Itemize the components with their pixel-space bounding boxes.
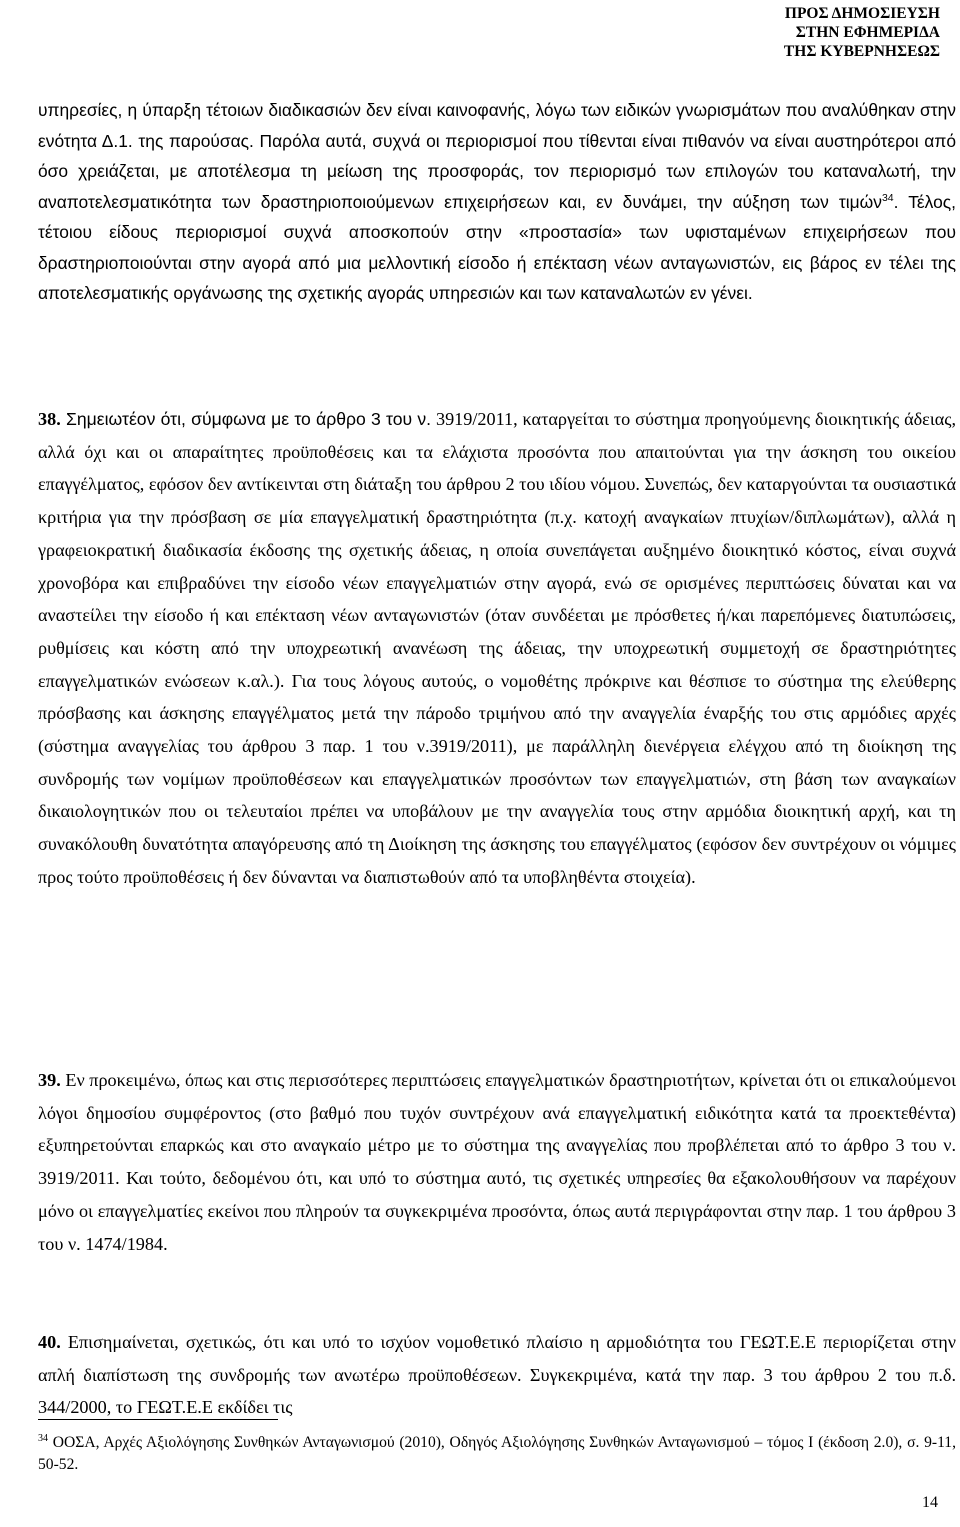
paragraph-text: Εν προκειμένω, όπως και στις περισσότερες περιπτώσεις επαγγελματικών δραστηριοτήτων, κρίνεται ότι οι επικαλούμενοι λόγοι δημοσίου συμφέροντος (στο βαθμό που τυχόν συντρέχουν ανά επαγγελματική ειδικότητα κατά τα προεκτεθέντα) εξυπηρετούνται επαρκώς και στο αναγκαίο μέτρο με το σύστημα της αναγγελίας που προβλέπεται από το άρθρο 3 του ν. 3919/2011. Και τούτο, δεδομένου ότι, και υπό το σύστημα αυτό, τις σχετικές υπηρεσίες θα εξακολουθήσουν να παρέχουν μόνο οι επαγγελματίες εκείνοι που πληρούν τα συγκεκριμένα προσόντα, όπως αυτά περιγράφονται στην παρ. 1 του άρθρου 3 του ν. 1474/1984. xyxy=(38,1070,956,1254)
paragraph-number: 38. xyxy=(38,409,61,429)
header-line-2: ΣΤΗΝ ΕΦΗΜΕΡΙΔΑ xyxy=(795,24,940,41)
paragraph-39 xyxy=(38,1064,956,1260)
footnote-number: 34 xyxy=(38,1433,48,1444)
intro-text-a: υπηρεσίες, η ύπαρξη τέτοιων διαδικασιών δεν είναι καινοφανής, λόγω των ειδικών γνωρισμάτων που αναλύθηκαν στην ενότητα Δ.1. της παρούσας. Παρόλα αυτά, συχνά οι περιορισμοί που τίθενται είναι πιθανόν να είναι αυστηρότεροι από όσο χρειάζεται, με αποτέλεσμα τη μείωση της προσφοράς, τον περιορισμό των επιλογών του καταναλωτή, την αναποτελεσματικότητα των δραστηριοποιούμενων επιχειρήσεων και, εν δυνάμει, την αύξηση των τιμών xyxy=(38,100,956,212)
page-number: 14 xyxy=(922,1494,938,1511)
intro-paragraph xyxy=(38,95,956,309)
footnote xyxy=(38,1428,956,1476)
paragraph-38 xyxy=(38,403,956,894)
paragraph-number: 39. xyxy=(38,1070,61,1090)
intro-text-b: . Τέλος, τέτοιου είδους περιορισμοί συχνά αποσκοπούν στην «προστασία» των υφισταμένων επιχειρήσεων που δραστηριοποιούνται στην αγορά από μια μελλοντική είσοδο ή επέκταση νέων ανταγωνιστών, εις βάρος εν τέλει της αποτελεσματικής οργάνωσης της σχετικής αγοράς υπηρεσιών και των καταναλωτών εν γένει. xyxy=(38,191,956,303)
footnote-text: ΟΟΣΑ, Αρχές Αξιολόγησης Συνθηκών Ανταγωνισμού (2010), Οδηγός Αξιολόγησης Συνθηκών Ανταγωνισμού – τόμος Ι (έκδοση 2.0), σ. 9-11, 50-52. xyxy=(38,1434,956,1474)
paragraph-40 xyxy=(38,1326,956,1424)
publication-header xyxy=(784,4,940,61)
paragraph-lead: Σημειωτέον ότι, σύμφωνα με το άρθρο 3 του ν. xyxy=(60,409,432,429)
footnote-separator xyxy=(38,1419,278,1420)
paragraph-text: 3919/2011, καταργείται το σύστημα προηγούμενης διοικητικής άδειας, αλλά όχι και οι απαραίτητες προϋποθέσεις και τα ελάχιστα προσόντα που απαιτούνται για την άσκηση του οικείου επαγγέλματος, εφόσον δεν αντίκεινται στη διάταξη του άρθρου 2 του ιδίου νόμου. Συνεπώς, δεν καταργούνται τα ουσιαστικά κριτήρια για την πρόσβαση σε μία επαγγελματική δραστηριότητα (π.χ. κατοχή αναγκαίων πτυχίων/διπλωμάτων), αλλά η γραφειοκρατική διαδικασία έκδοσης της σχετικής άδειας, η οποία συνεπάγεται αυξημένο διοικητικό κόστος, είναι συχνά χρονοβόρα και επιβραδύνει την είσοδο νέων επαγγελματιών στην αγορά, ενώ σε ορισμένες περιπτώσεις δύναται και να αναστείλει την είσοδο ή και επέκταση νέων ανταγωνιστών (όταν συνδέεται με πρόσθετες ή/και παρεπόμενες διατυπώσεις, ρυθμίσεις και κόστη από την υποχρεωτική ανανέωση της άδειας, την υποχρεωτική συμμετοχή σε δραστηριότητες επαγγελματικών ενώσεων κ.αλ.). Για τους λόγους αυτούς, ο νομοθέτης πρόκρινε και θέσπισε το σύστημα της ελεύθερης πρόσβασης και άσκησης επαγγέλματος μετά την πάροδο τριμήνου από την αναγγελία έναρξής του στις αρμόδιες αρχές (σύστημα αναγγελίας του άρθρου 3 παρ. 1 του ν.3919/2011), με παράλληλη διενέργεια ελέγχου από τη διοίκηση της συνδρομής των νομίμων προϋποθέσεων και επαγγελματικών προσόντων των επαγγελματιών, στη βάση των αναγκαίων δικαιολογητικών που οι τελευταίοι πρέπει να υποβάλουν με την αναγγελία τους στην αρμόδια διοικητική αρχή, και τη συνακόλουθη δυνατότητα απαγόρευσης από τη Διοίκηση της άσκησης του επαγγέλματος (εφόσον δεν συντρέχουν οι νόμιμες προς τούτο προϋποθέσεις ή δεν δύνανται να διαπιστωθούν από τα υποβληθέντα στοιχεία). xyxy=(38,409,956,887)
header-line-3: ΤΗΣ ΚΥΒΕΡΝΗΣΕΩΣ xyxy=(783,43,940,60)
paragraph-text: Επισημαίνεται, σχετικώς, ότι και υπό το ισχύον νομοθετικό πλαίσιο η αρμοδιότητα του ΓΕΩΤ.Ε.Ε περιορίζεται στην απλή διαπίστωση της συνδρομής των ανωτέρω προϋποθέσεων. Συγκεκριμένα, κατά την παρ. 3 του άρθρου 2 του π.δ. 344/2000, το ΓΕΩΤ.Ε.Ε εκδίδει τις xyxy=(38,1332,956,1418)
footnote-reference: 34 xyxy=(881,191,894,204)
header-line-1: ΠΡΟΣ ΔΗΜΟΣΙΕΥΣΗ xyxy=(784,5,940,22)
paragraph-number: 40. xyxy=(38,1332,61,1352)
